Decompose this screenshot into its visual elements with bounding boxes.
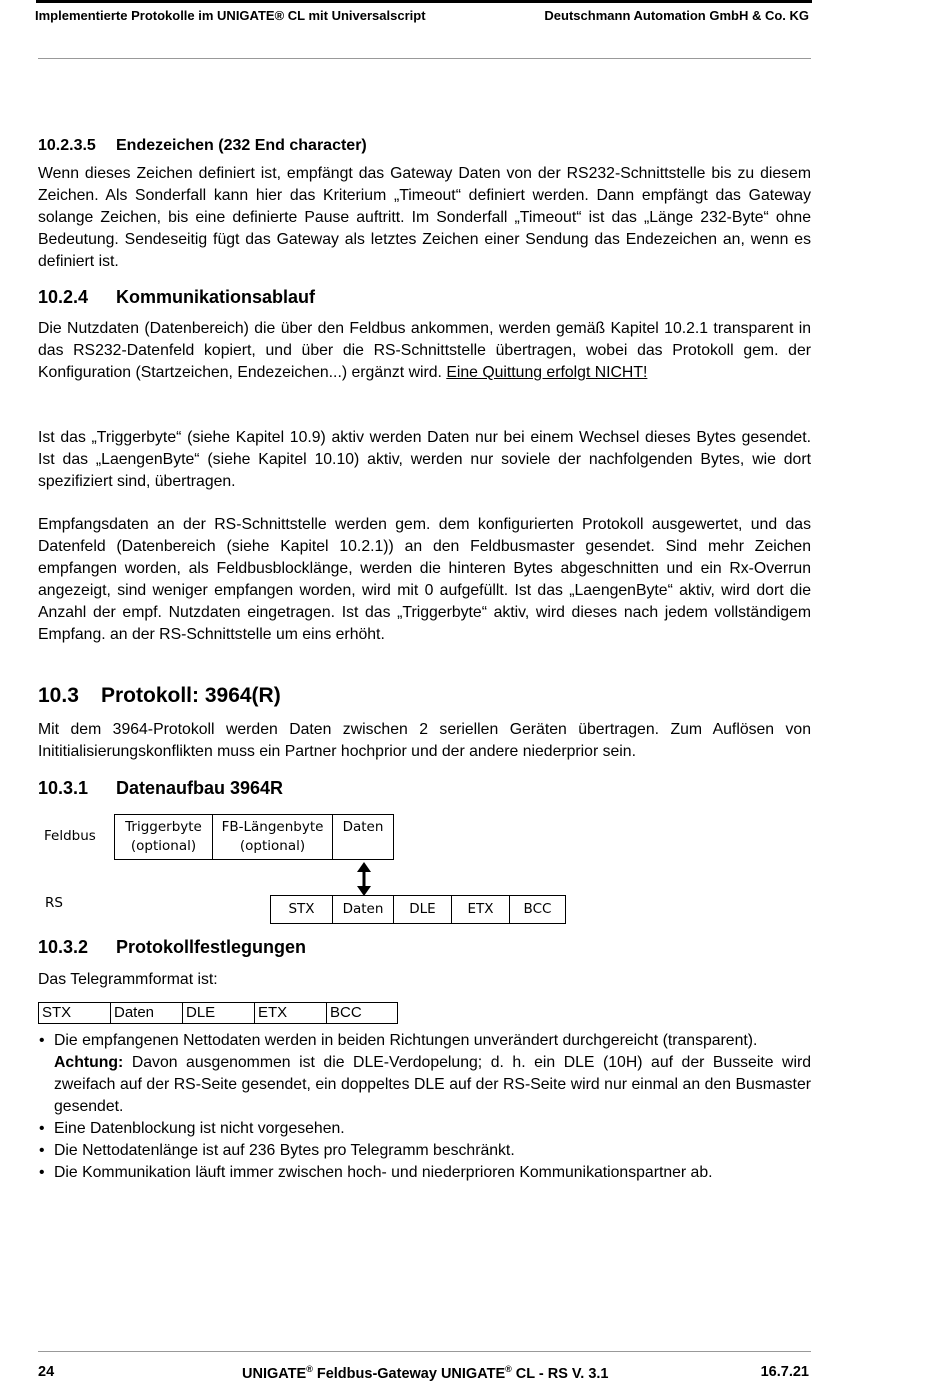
frame-cell-daten: Daten: [110, 1002, 183, 1024]
box-line: (optional): [130, 838, 197, 854]
heading-10-3-2: [38, 937, 306, 958]
fb-daten-box: [332, 814, 394, 860]
heading-title: Datenaufbau 3964R: [116, 778, 284, 798]
frame-cell-dle: DLE: [182, 1002, 255, 1024]
protocol-bullet-list: [38, 1030, 811, 1184]
bullet-item: • Die Nettodatenlänge ist auf 236 Bytes pro Telegramm beschränkt.: [39, 1142, 515, 1159]
rs-etx-box: ETX: [451, 895, 510, 924]
footer-text: CL - RS V. 3.1: [511, 1366, 609, 1382]
footer-text: Feldbus-Gateway UNIGATE: [312, 1366, 506, 1382]
header-rule: [38, 58, 811, 59]
heading-10-3: [38, 684, 281, 708]
box-line: Daten: [342, 819, 384, 835]
heading-number: 10.3.1: [38, 778, 89, 798]
bullet-item: • Eine Datenblockung ist nicht vorgesehen.: [39, 1120, 345, 1137]
footer-date: 16.7.21: [760, 1364, 809, 1380]
fb-laengenbyte-box: [212, 814, 333, 860]
box-line: Triggerbyte: [125, 819, 202, 835]
rs-bcc-box: BCC: [509, 895, 566, 924]
heading-10-2-4: [38, 287, 315, 308]
registered-mark: ®: [306, 1364, 313, 1374]
header-left: Implementierte Protokolle im UNIGATE® CL mit Universalscript: [35, 8, 426, 23]
datenaufbau-diagram: [38, 810, 578, 930]
paragraph-endezeichen: Wenn dieses Zeichen definiert ist, empfängt das Gateway Daten von der RS232-Schnittstelle bis zu diesem Zeichen. Als Sonderfall kann hier das Kriterium „Timeout“ definiert werden. Dann empfängt das Gateway solange Zeichen, bis eine definierte Pause auftritt. Im Sonderfall „Timeout“ ist das „Länge 232-Byte“ ohne Bedeutung. Sendeseitig fügt das Gateway als letztes Zeichen einer Sendung das Endezeichen an, wenn es definiert ist.: [38, 165, 811, 270]
footer-text: UNIGATE: [242, 1366, 307, 1382]
paragraph-kommunikation-2: Ist das „Triggerbyte“ (siehe Kapitel 10.9) aktiv werden Daten nur bei einem Wechsel dieses Bytes gesendet. Ist das „LaengenByte“ (siehe Kapitel 10.10) aktiv, werden nur soviele der nachfolgenden Bytes, wie dort spezifiziert sind, übertragen.: [38, 429, 811, 490]
bullet-item: • Die Kommunikation läuft immer zwischen hoch- und niederprioren Kommunikationspartner ab.: [39, 1164, 713, 1181]
rs-stx-box: STX: [270, 895, 333, 924]
double-arrow-icon: [354, 862, 374, 896]
heading-10-2-3-5: [38, 137, 367, 155]
footer-title: [242, 1364, 608, 1382]
heading-title: Protokollfestlegungen: [116, 937, 307, 957]
quittung-note: Eine Quittung erfolgt NICHT!: [446, 364, 648, 381]
heading-title: Endezeichen (232 End character): [116, 137, 367, 154]
rs-label: RS: [45, 895, 63, 911]
paragraph-3964: Mit dem 3964-Protokoll werden Daten zwischen 2 seriellen Geräten übertragen. Zum Auflösen von Inititialisierungskonflikten muss ein Partner hochprior und der andere niederprior sein.: [38, 721, 811, 760]
frame-cell-stx: STX: [38, 1002, 111, 1024]
achtung-label: Achtung:: [54, 1054, 124, 1071]
bullet-text: Eine Datenblockung ist nicht vorgesehen.: [54, 1120, 345, 1137]
footer-rule: [38, 1351, 811, 1352]
bullet-text: Die Kommunikation läuft immer zwischen hoch- und niederprioren Kommunikationspartner ab.: [54, 1164, 713, 1181]
bullet-text: Die Nettodatenlänge ist auf 236 Bytes pro Telegramm beschränkt.: [54, 1142, 515, 1159]
heading-number: 10.2.4: [38, 287, 89, 307]
triggerbyte-box: [114, 814, 213, 860]
top-rule: [36, 0, 812, 3]
frame-cell-etx: ETX: [254, 1002, 327, 1024]
feldbus-label: Feldbus: [44, 828, 96, 844]
heading-number: 10.3.2: [38, 937, 89, 957]
registered-mark: ®: [505, 1364, 512, 1374]
page-number: 24: [38, 1364, 55, 1380]
box-line: FB-Längenbyte: [221, 819, 324, 835]
heading-title: Kommunikationsablauf: [116, 287, 316, 307]
paragraph-text: Die Nutzdaten (Datenbereich) die über den Feldbus ankommen, werden gemäß Kapitel 10.2.1 transparent in das RS232-Datenfeld kopiert, und über die RS-Schnittstelle übertragen, wobei das Protokoll gem. der Konfiguration (Startzeichen, Endezeichen...) ergänzt wird.: [38, 320, 811, 381]
bullet-text: Die empfangenen Nettodaten werden in beiden Richtungen unverändert durchgereicht (transparent).: [54, 1032, 758, 1049]
heading-title: Protokoll: 3964(R): [101, 684, 281, 707]
heading-number: 10.3: [38, 684, 79, 707]
heading-number: 10.2.3.5: [38, 137, 96, 154]
heading-10-3-1: [38, 778, 283, 799]
rs-daten-box: Daten: [332, 895, 394, 924]
bullet-item: • Die empfangenen Nettodaten werden in beiden Richtungen unverändert durchgereicht (transparent).: [39, 1032, 758, 1049]
frame-cell-bcc: BCC: [326, 1002, 398, 1024]
achtung-text: Davon ausgenommen ist die DLE-Verdopelung; d. h. ein DLE (10H) auf der Busseite wird zweifach auf der RS-Seite gesendet, ein doppeltes DLE auf der RS-Seite wird nur einmal an den Busmaster gesendet.: [54, 1054, 811, 1115]
achtung-note: [38, 1052, 811, 1118]
header-right: Deutschmann Automation GmbH & Co. KG: [544, 8, 809, 23]
box-line: (optional): [239, 838, 306, 854]
rs-dle-box: DLE: [393, 895, 452, 924]
telegram-intro: Das Telegrammformat ist:: [38, 971, 218, 988]
page-footer: [38, 1364, 811, 1380]
telegram-format-table: [38, 1002, 398, 1024]
paragraph-kommunikation-3: Empfangsdaten an der RS-Schnittstelle werden gem. dem konfigurierten Protokoll ausgewertet, und das Datenfeld (Datenbereich (siehe Kapitel 10.2.1)) an den Feldbusmaster gesendet. Sind mehr Zeichen empfangen worden, als Feldbusblocklänge, werden die hinteren Bytes abgeschnitten und ein Rx-Overrun angezeigt, sind weniger empfangen worden, wird mit 0 aufgefüllt. Ist das „LaengenByte“ aktiv, wird dort die Anzahl der empf. Nutzdaten eingetragen. Ist das „Triggerbyte“ aktiv, wird dieses nach jedem vollständigem Empfang. an der RS-Schnittstelle um eins erhöht.: [38, 516, 811, 643]
paragraph-kommunikation-1: [38, 318, 811, 384]
